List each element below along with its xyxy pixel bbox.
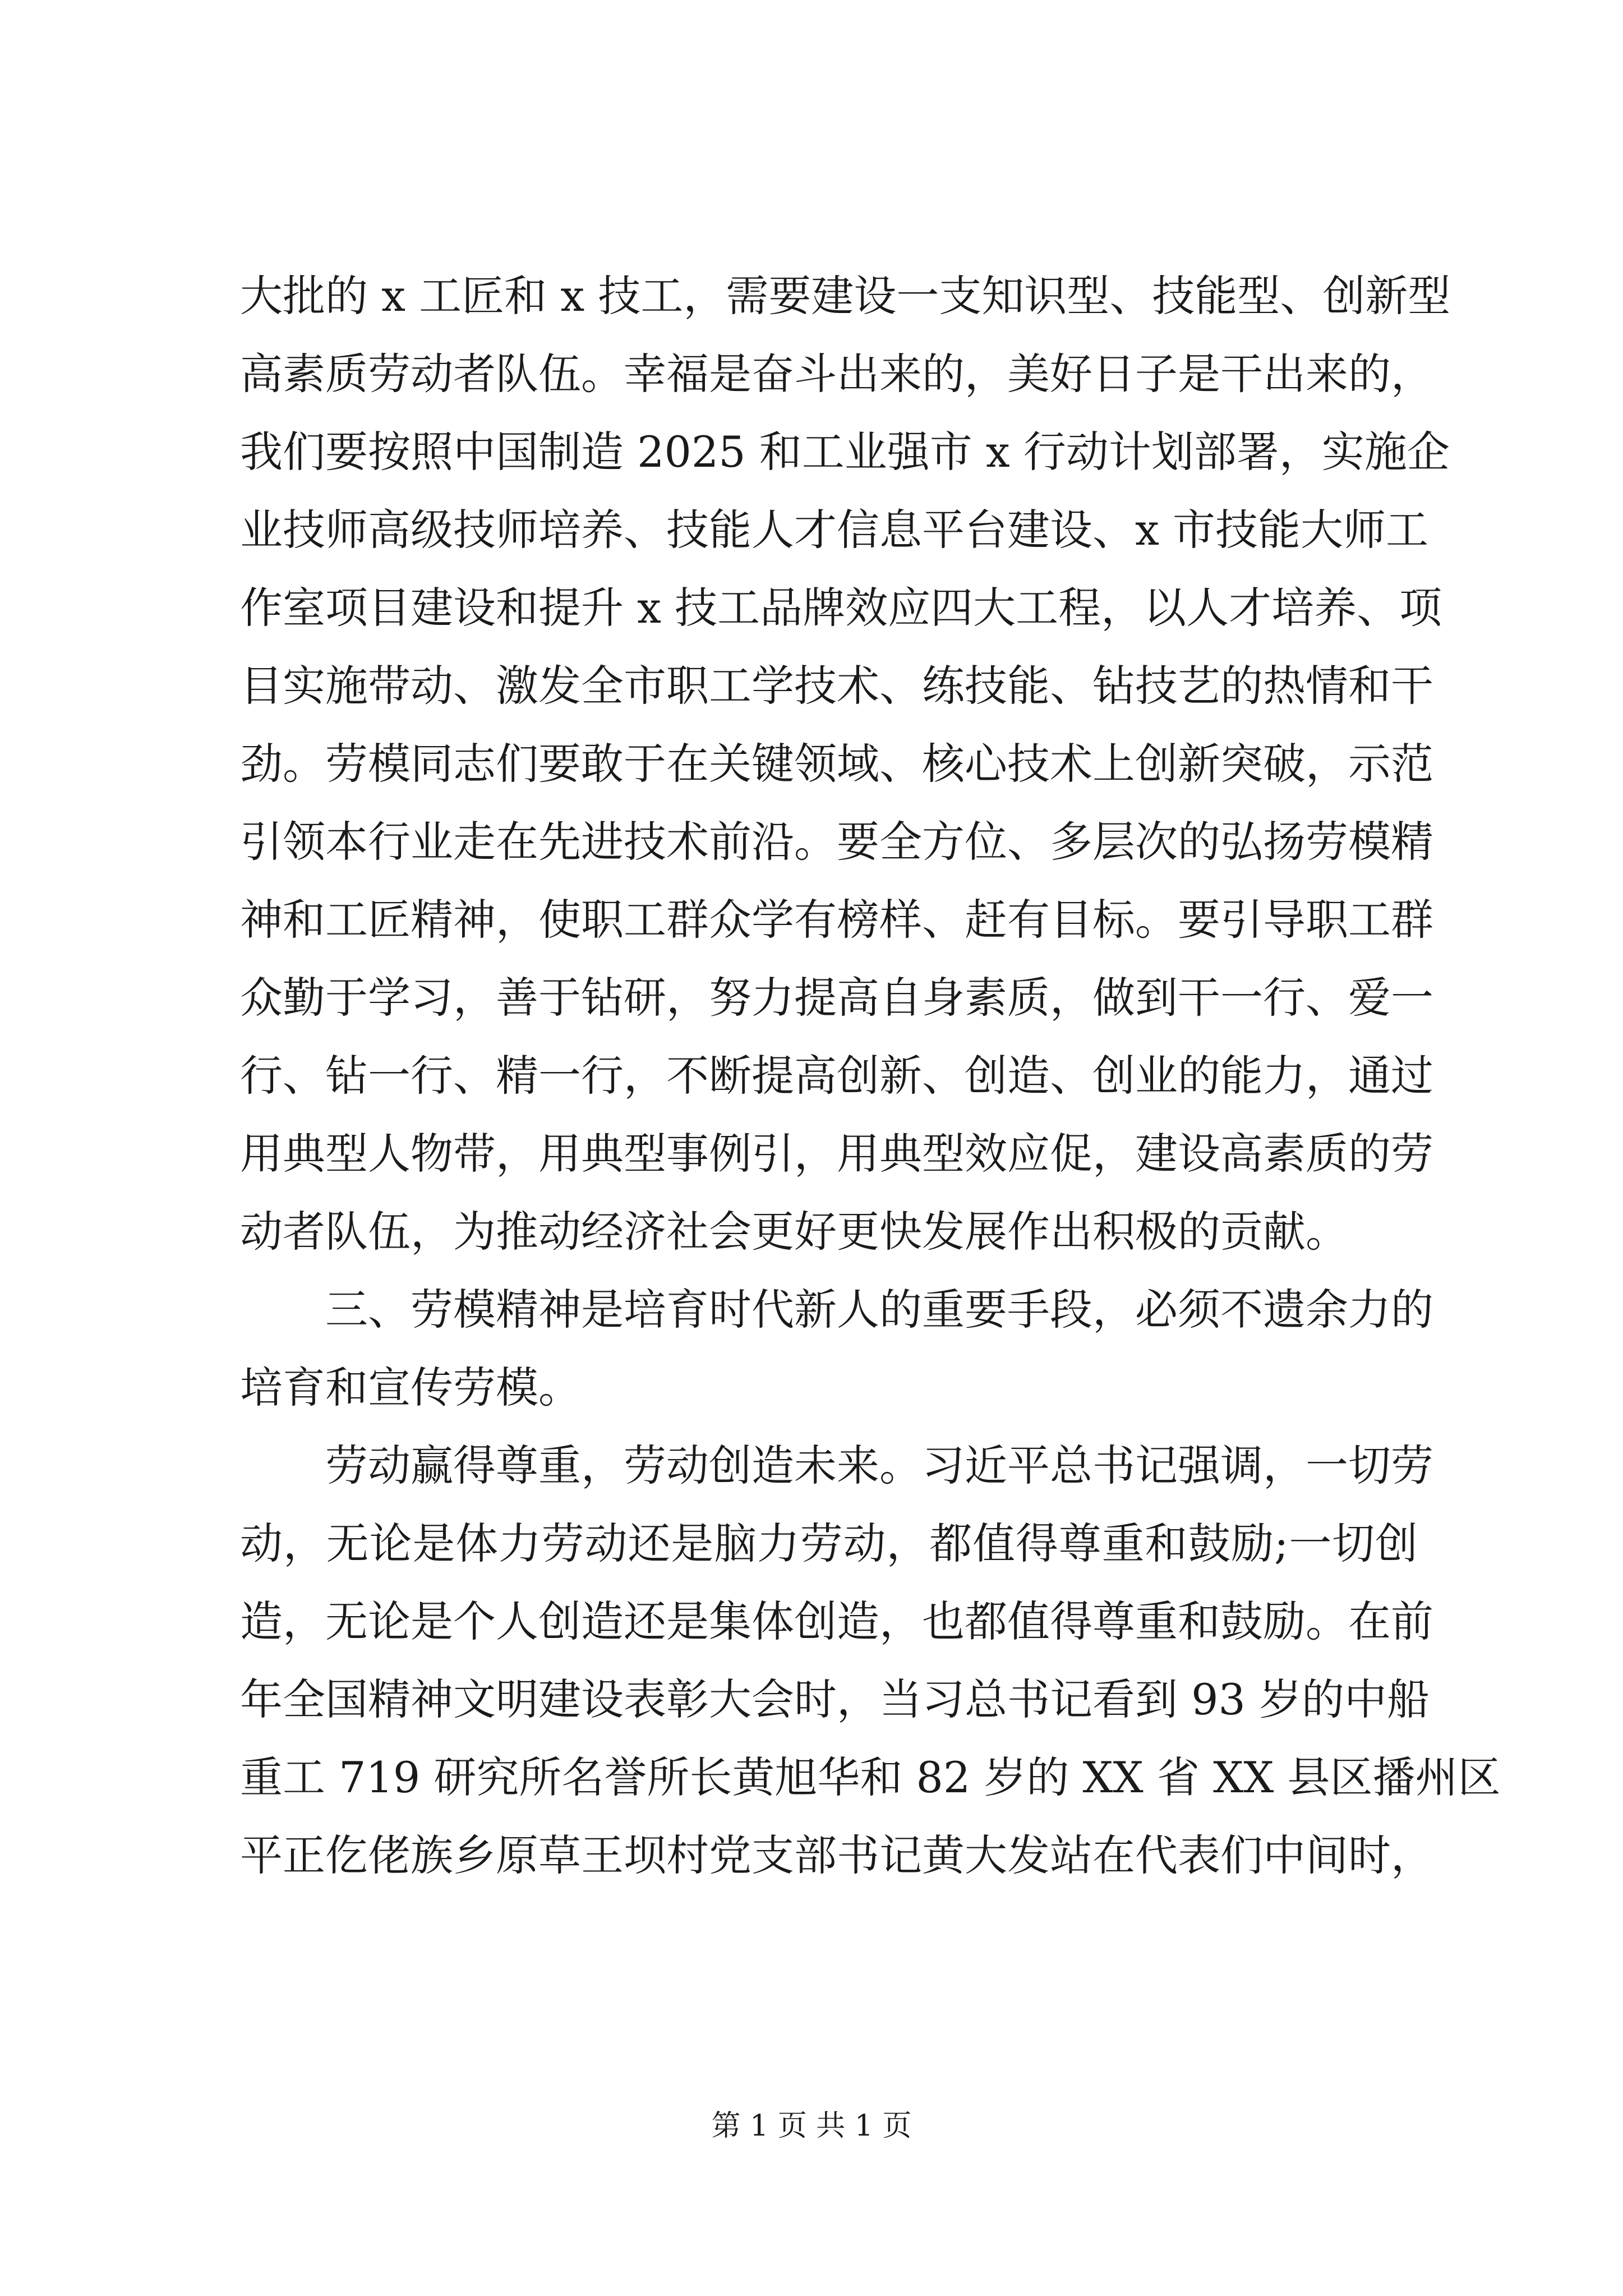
text-line: 大批的 x 工匠和 x 技工，需要建设一支知识型、技能型、创新型 bbox=[240, 271, 1451, 321]
text-line: 目实施带动、激发全市职工学技术、练技能、钻技艺的热情和干 bbox=[240, 661, 1433, 711]
page-footer: 第 1 页 共 1 页 bbox=[711, 2109, 912, 2143]
text-line: 劲。劳模同志们要敢于在关键领域、核心技术上创新突破，示范 bbox=[240, 739, 1433, 789]
text-line: 平正仡佬族乡原草王坝村党支部书记黄大发站在代表们中间时， bbox=[240, 1830, 1433, 1880]
text-line: 年全国精神文明建设表彰大会时，当习总书记看到 93 岁的中船 bbox=[240, 1674, 1430, 1724]
text-line: 三、劳模精神是培育时代新人的重要手段，必须不遗余力的 bbox=[325, 1285, 1433, 1335]
text-line: 劳动赢得尊重，劳动创造未来。习近平总书记强调，一切劳 bbox=[325, 1441, 1433, 1490]
text-line: 引领本行业走在先进技术前沿。要全方位、多层次的弘扬劳模精 bbox=[240, 817, 1433, 867]
text-line: 动者队伍，为推动经济社会更好更快发展作出积极的贡献。 bbox=[240, 1207, 1348, 1257]
text-line: 用典型人物带，用典型事例引，用典型效应促，建设高素质的劳 bbox=[240, 1129, 1433, 1179]
text-line: 行、钻一行、精一行，不断提高创新、创造、创业的能力，通过 bbox=[240, 1051, 1433, 1101]
document-body bbox=[240, 257, 1501, 1894]
text-line: 神和工匠精神，使职工群众学有榜样、赶有目标。要引导职工群 bbox=[240, 895, 1433, 945]
text-line: 重工 719 研究所名誉所长黄旭华和 82 岁的 XX 省 XX 县区播州区 bbox=[240, 1752, 1501, 1802]
text-line: 培育和宣传劳模。 bbox=[240, 1363, 581, 1412]
text-line: 动，无论是体力劳动还是脑力劳动，都值得尊重和鼓励;一切创 bbox=[240, 1519, 1418, 1568]
text-line: 造，无论是个人创造还是集体创造，也都值得尊重和鼓励。在前 bbox=[240, 1596, 1433, 1646]
text-line: 高素质劳动者队伍。幸福是奋斗出来的，美好日子是干出来的， bbox=[240, 349, 1433, 399]
text-line: 业技师高级技师培养、技能人才信息平台建设、x 市技能大师工 bbox=[240, 505, 1429, 555]
text-line: 作室项目建设和提升 x 技工品牌效应四大工程，以人才培养、项 bbox=[240, 583, 1442, 633]
text-line: 我们要按照中国制造 2025 和工业强市 x 行动计划部署，实施企 bbox=[240, 427, 1450, 477]
text-line: 众勤于学习，善于钻研，努力提高自身素质，做到干一行、爱一 bbox=[240, 973, 1433, 1023]
